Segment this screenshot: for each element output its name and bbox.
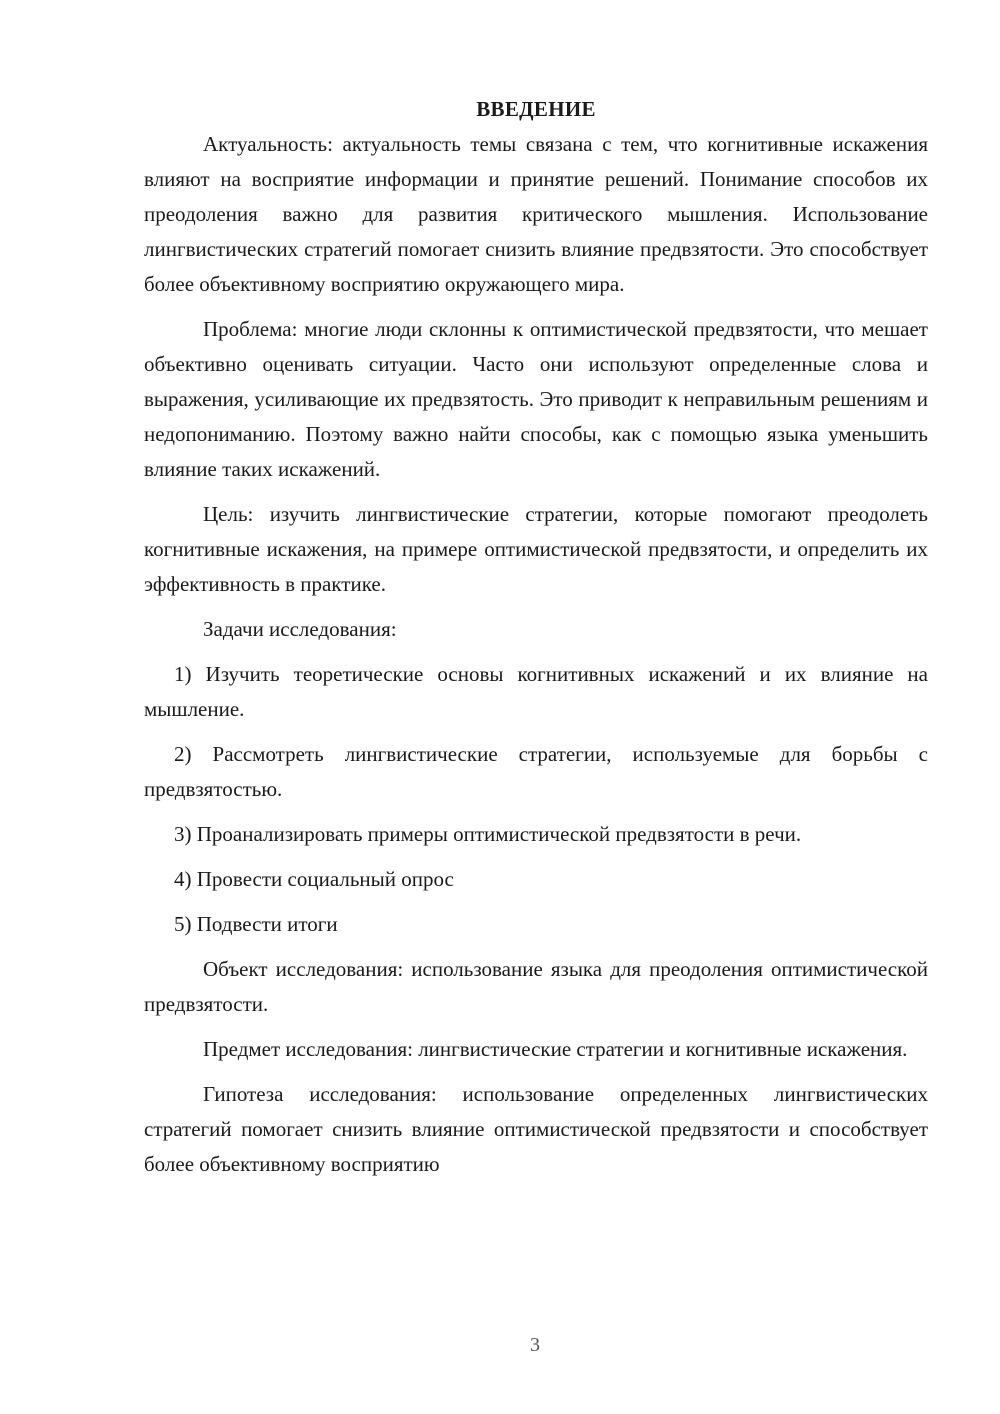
tasks-list bbox=[144, 657, 928, 942]
list-item: 5) Подвести итоги bbox=[174, 912, 338, 936]
page-title: ВВЕДЕНИЕ bbox=[476, 97, 596, 121]
hypothesis-paragraph: Гипотеза исследования: использование определенных лингвистических стратегий помогает снизить влияние оптимистической предвзятости и способствует более объективному восприятию bbox=[144, 1082, 928, 1176]
tasks-heading: Задачи исследования: bbox=[203, 617, 397, 641]
subject-paragraph: Предмет исследования: лингвистические стратегии и когнитивные искажения. bbox=[203, 1037, 908, 1061]
list-item: 4) Провести социальный опрос bbox=[174, 867, 454, 891]
object-paragraph: Объект исследования: использование языка для преодоления оптимистической предвзятости. bbox=[144, 957, 928, 1016]
list-item: 2) Рассмотреть лингвистические стратегии, используемые для борьбы с предвзятостью. bbox=[144, 742, 928, 801]
document-page bbox=[144, 92, 928, 1312]
list-item: 1) Изучить теоретические основы когнитивных искажений и их влияние на мышление. bbox=[144, 662, 928, 721]
relevance-paragraph: Актуальность: актуальность темы связана с тем, что когнитивные искажения влияют на восприятие информации и принятие решений. Понимание способов их преодоления важно для развития критического мышления. Использование лингвистических стратегий помогает снизить влияние предвзятости. Это способствует более объективному восприятию окружающего мира. bbox=[144, 132, 928, 296]
goal-paragraph: Цель: изучить лингвистические стратегии, которые помогают преодолеть когнитивные искажения, на примере оптимистической предвзятости, и определить их эффективность в практике. bbox=[144, 502, 928, 596]
list-item: 3) Проанализировать примеры оптимистической предвзятости в речи. bbox=[174, 822, 802, 846]
problem-paragraph: Проблема: многие люди склонны к оптимистической предвзятости, что мешает объективно оценивать ситуации. Часто они используют определенные слова и выражения, усиливающие их предвзятость. Это приводит к неправильным решениям и недопониманию. Поэтому важно найти способы, как с помощью языка уменьшить влияние таких искажений. bbox=[144, 317, 928, 481]
page-number: 3 bbox=[530, 1334, 540, 1356]
